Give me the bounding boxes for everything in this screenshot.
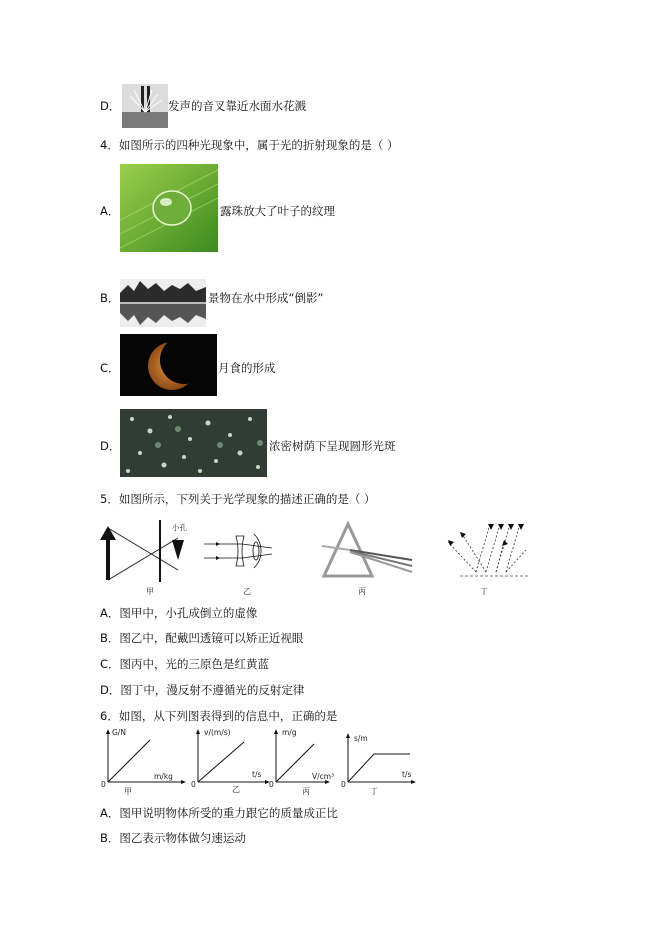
q4-option-b-text: 景物在水中形成“倒影” bbox=[208, 291, 324, 305]
tuning-fork-splash-image bbox=[122, 84, 168, 128]
q6-stem: 6．如图，从下列图表得到的信息中，正确的是 bbox=[100, 709, 338, 723]
graph-yi-ylabel: v/(m/s) bbox=[204, 728, 231, 737]
q4-option-d-text: 浓密树荫下呈现圆形光斑 bbox=[269, 439, 396, 453]
q4-stem: 4．如图所示的四种光现象中，属于光的折射现象的是（ ） bbox=[100, 138, 399, 152]
q3-option-d-letter: D． bbox=[100, 99, 121, 113]
graph-ding-origin: 0 bbox=[341, 780, 346, 789]
q6-option-b: B．图乙表示物体做匀速运动 bbox=[100, 831, 246, 845]
reflection-image bbox=[120, 279, 206, 327]
graph-jia-name: 甲 bbox=[124, 787, 132, 796]
diffuse-reflection-diagram bbox=[440, 520, 532, 582]
q5-option-c: C．图丙中，光的三原色是红黄蓝 bbox=[100, 657, 270, 671]
graph-jia-xlabel: m/kg bbox=[154, 772, 173, 781]
q4-option-c-text: 月食的形成 bbox=[218, 361, 276, 375]
graph-jia-ylabel: G/N bbox=[112, 728, 126, 737]
graph-bing-origin: 0 bbox=[269, 780, 274, 789]
q4-option-b-letter: B． bbox=[100, 291, 120, 305]
graph-bing-name: 丙 bbox=[302, 787, 310, 796]
q6-option-a: A．图甲说明物体所受的重力跟它的质量成正比 bbox=[100, 806, 338, 820]
graph-bing-xlabel: V/cm³ bbox=[312, 772, 335, 781]
q4-option-c-letter: C． bbox=[100, 361, 120, 375]
graph-yi-name: 乙 bbox=[232, 785, 240, 794]
graph-ding bbox=[340, 732, 418, 790]
eye-lens-diagram bbox=[202, 524, 282, 580]
prism-dispersion-diagram bbox=[320, 520, 414, 580]
graph-bing bbox=[268, 728, 350, 790]
graph-ding-name: 丁 bbox=[370, 787, 378, 796]
q5-option-a: A．图甲中，小孔成倒立的虚像 bbox=[100, 606, 258, 620]
graph-ding-xlabel: t/s bbox=[402, 770, 412, 779]
graph-bing-ylabel: m/g bbox=[282, 728, 297, 737]
lunar-eclipse-image bbox=[120, 334, 217, 396]
fig-label-jia: 甲 bbox=[146, 587, 154, 596]
pinhole-label: 小孔 bbox=[172, 523, 187, 532]
q4-option-a-letter: A． bbox=[100, 204, 120, 218]
graph-jia-origin: 0 bbox=[101, 780, 106, 789]
q4-option-a-text: 露珠放大了叶子的纹理 bbox=[220, 204, 335, 218]
q5-stem: 5．如图所示，下列关于光学现象的描述正确的是（ ） bbox=[100, 492, 376, 506]
q5-option-b: B．图乙中，配戴凹透镜可以矫正近视眼 bbox=[100, 631, 304, 645]
graph-yi bbox=[190, 728, 270, 790]
fig-label-ding: 丁 bbox=[480, 587, 488, 596]
fig-label-bing: 丙 bbox=[358, 587, 366, 596]
tree-shade-light-spots-image bbox=[120, 409, 267, 477]
q5-option-d: D．图丁中，漫反射不遵循光的反射定律 bbox=[100, 683, 305, 697]
fig-label-yi: 乙 bbox=[243, 587, 251, 596]
dewdrop-leaf-image bbox=[120, 164, 218, 252]
graph-ding-ylabel: s/m bbox=[354, 734, 368, 743]
graph-yi-xlabel: t/s bbox=[252, 770, 262, 779]
q3-option-d-text: 发声的音叉靠近水面水花溅 bbox=[168, 99, 306, 113]
graph-yi-origin: 0 bbox=[191, 780, 196, 789]
graph-jia bbox=[100, 728, 186, 790]
q4-option-d-letter: D． bbox=[100, 439, 121, 453]
